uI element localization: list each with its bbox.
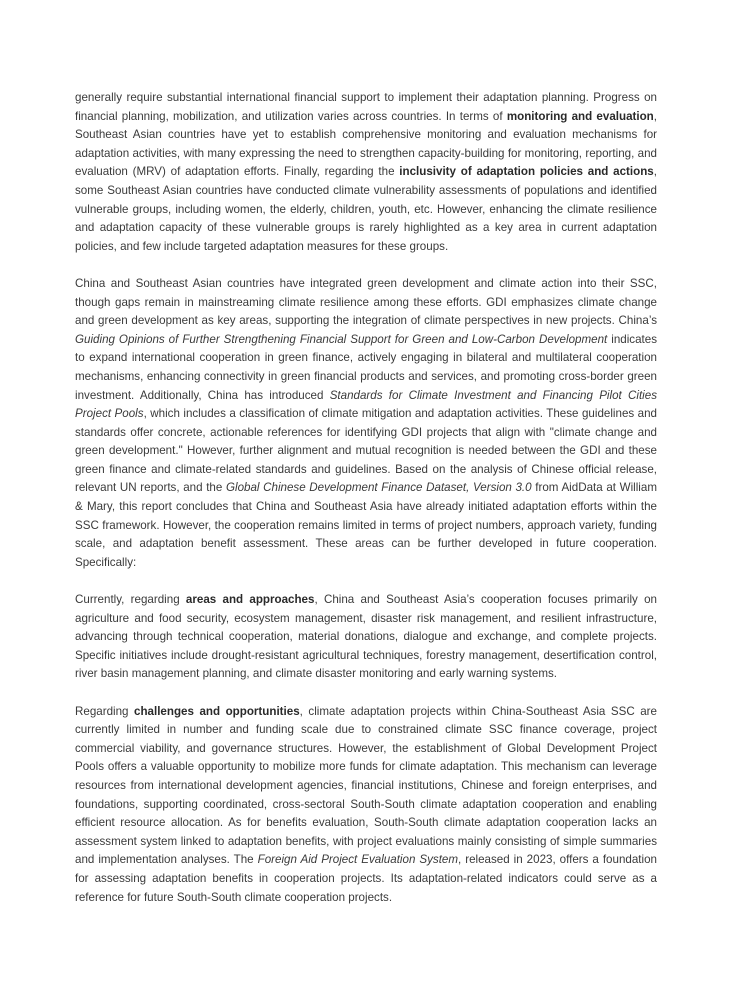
italic-title-evaluation-system: Foreign Aid Project Evaluation System [257,853,459,867]
text-run: indicates to expand international cooperation in green finance, actively engaging in bilateral and multilateral cooperation mechanisms, enhancing connectivity in green financial products and services, and promoting cross-border green investment. Additionally, China has introduced [75,332,657,402]
text-run: China and Southeast Asian countries have integrated green development and climate action into their SSC, though gaps remain in mainstreaming climate resilience among these efforts. GDI emphasizes climate change and green development as key areas, supporting the integration of climate perspectives in new projects. China’s [75,276,657,328]
italic-title-dataset: Global Chinese Development Finance Dataset, Version 3.0 [225,481,532,495]
paragraph-challenges-opportunities [75,703,657,908]
italic-title-guiding-opinions: Guiding Opinions of Further Strengthening Financial Support for Green and Low-Carbon Development [75,332,608,346]
bold-term-inclusivity: inclusivity of adaptation policies and actions [399,165,654,179]
text-run: , Southeast Asian countries have yet to establish comprehensive monitoring and evaluation mechanisms for adaptation activities, with many expressing the need to strengthen capacity-building for monitoring, reporting, and evaluation (MRV) of adaptation efforts. Finally, regarding the [75,109,657,179]
text-run: , climate adaptation projects within China-Southeast Asia SSC are currently limited in number and funding scale due to constrained climate SSC finance coverage, project commercial viability, and governance structures. However, the establishment of Global Development Project Pools offers a valuable opportunity to mobilize more funds for climate adaptation. This mechanism can leverage resources from international development agencies, financial institutions, Chinese and foreign enterprises, and foundations, supporting coordinated, cross-sectoral South-South climate adaptation cooperation and enabling efficient resource allocation. As for benefits evaluation, South-South climate adaptation cooperation lacks an assessment system linked to adaptation benefits, with project evaluations mainly consisting of simple summaries and implementation analyses. The [75,704,657,867]
text-run: , released in 2023, offers a foundation for assessing adaptation benefits in cooperation projects. Its adaptation-related indicators could serve as a reference for future South-South climate cooperation projects. [75,853,657,904]
text-run: from AidData at William & Mary, this report concludes that China and Southeast Asia have already initiated adaptation efforts within the SSC framework. However, the cooperation remains limited in terms of project numbers, approach variety, funding scale, and adaptation benefit assessment. These areas can be further developed in future cooperation. Specifically: [75,481,657,569]
text-run: generally require substantial international financial support to implement their adaptation planning. Progress on financial planning, mobilization, and utilization varies across countries. In terms of [75,91,657,123]
bold-term-challenges-opportunities: challenges and opportunities [134,704,300,718]
paragraph-green-development [75,275,657,573]
text-run: , some Southeast Asian countries have conducted climate vulnerability assessments of populations and identified vulnerable groups, including women, the elderly, children, youth, etc. However, enhancing the climate resilience and adaptation capacity of these vulnerable groups is rarely highlighted as a key area in current adaptation policies, and few include targeted adaptation measures for these groups. [75,165,657,253]
bold-term-areas-approaches: areas and approaches [185,593,315,607]
paragraph-adaptation-progress [75,89,657,256]
italic-title-standards: Standards for Climate Investment and Financing Pilot Cities Project Pools [75,388,657,421]
document-body [75,89,657,926]
bold-term-monitoring-evaluation: monitoring and evaluation [506,109,654,123]
text-run: , which includes a classification of climate mitigation and adaptation activities. These guidelines and standards offer concrete, actionable references for identifying GDI projects that align with "climate change and green development." However, further alignment and mutual recognition is needed between the GDI and these green finance and climate-related standards and guidelines. Based on the analysis of Chinese official release, relevant UN reports, and the [75,407,657,495]
text-run: , China and Southeast Asia’s cooperation focuses primarily on agriculture and food security, ecosystem management, disaster risk management, and resilient infrastructure, advancing through technical cooperation, material donations, dialogue and exchange, and complete projects. Specific initiatives include drought-resistant agricultural techniques, forestry management, desertification control, river basin management planning, and climate disaster monitoring and early warning systems. [75,593,658,681]
text-run: Currently, regarding [75,593,186,607]
text-run: Regarding [75,704,135,718]
paragraph-areas-approaches [75,591,657,684]
